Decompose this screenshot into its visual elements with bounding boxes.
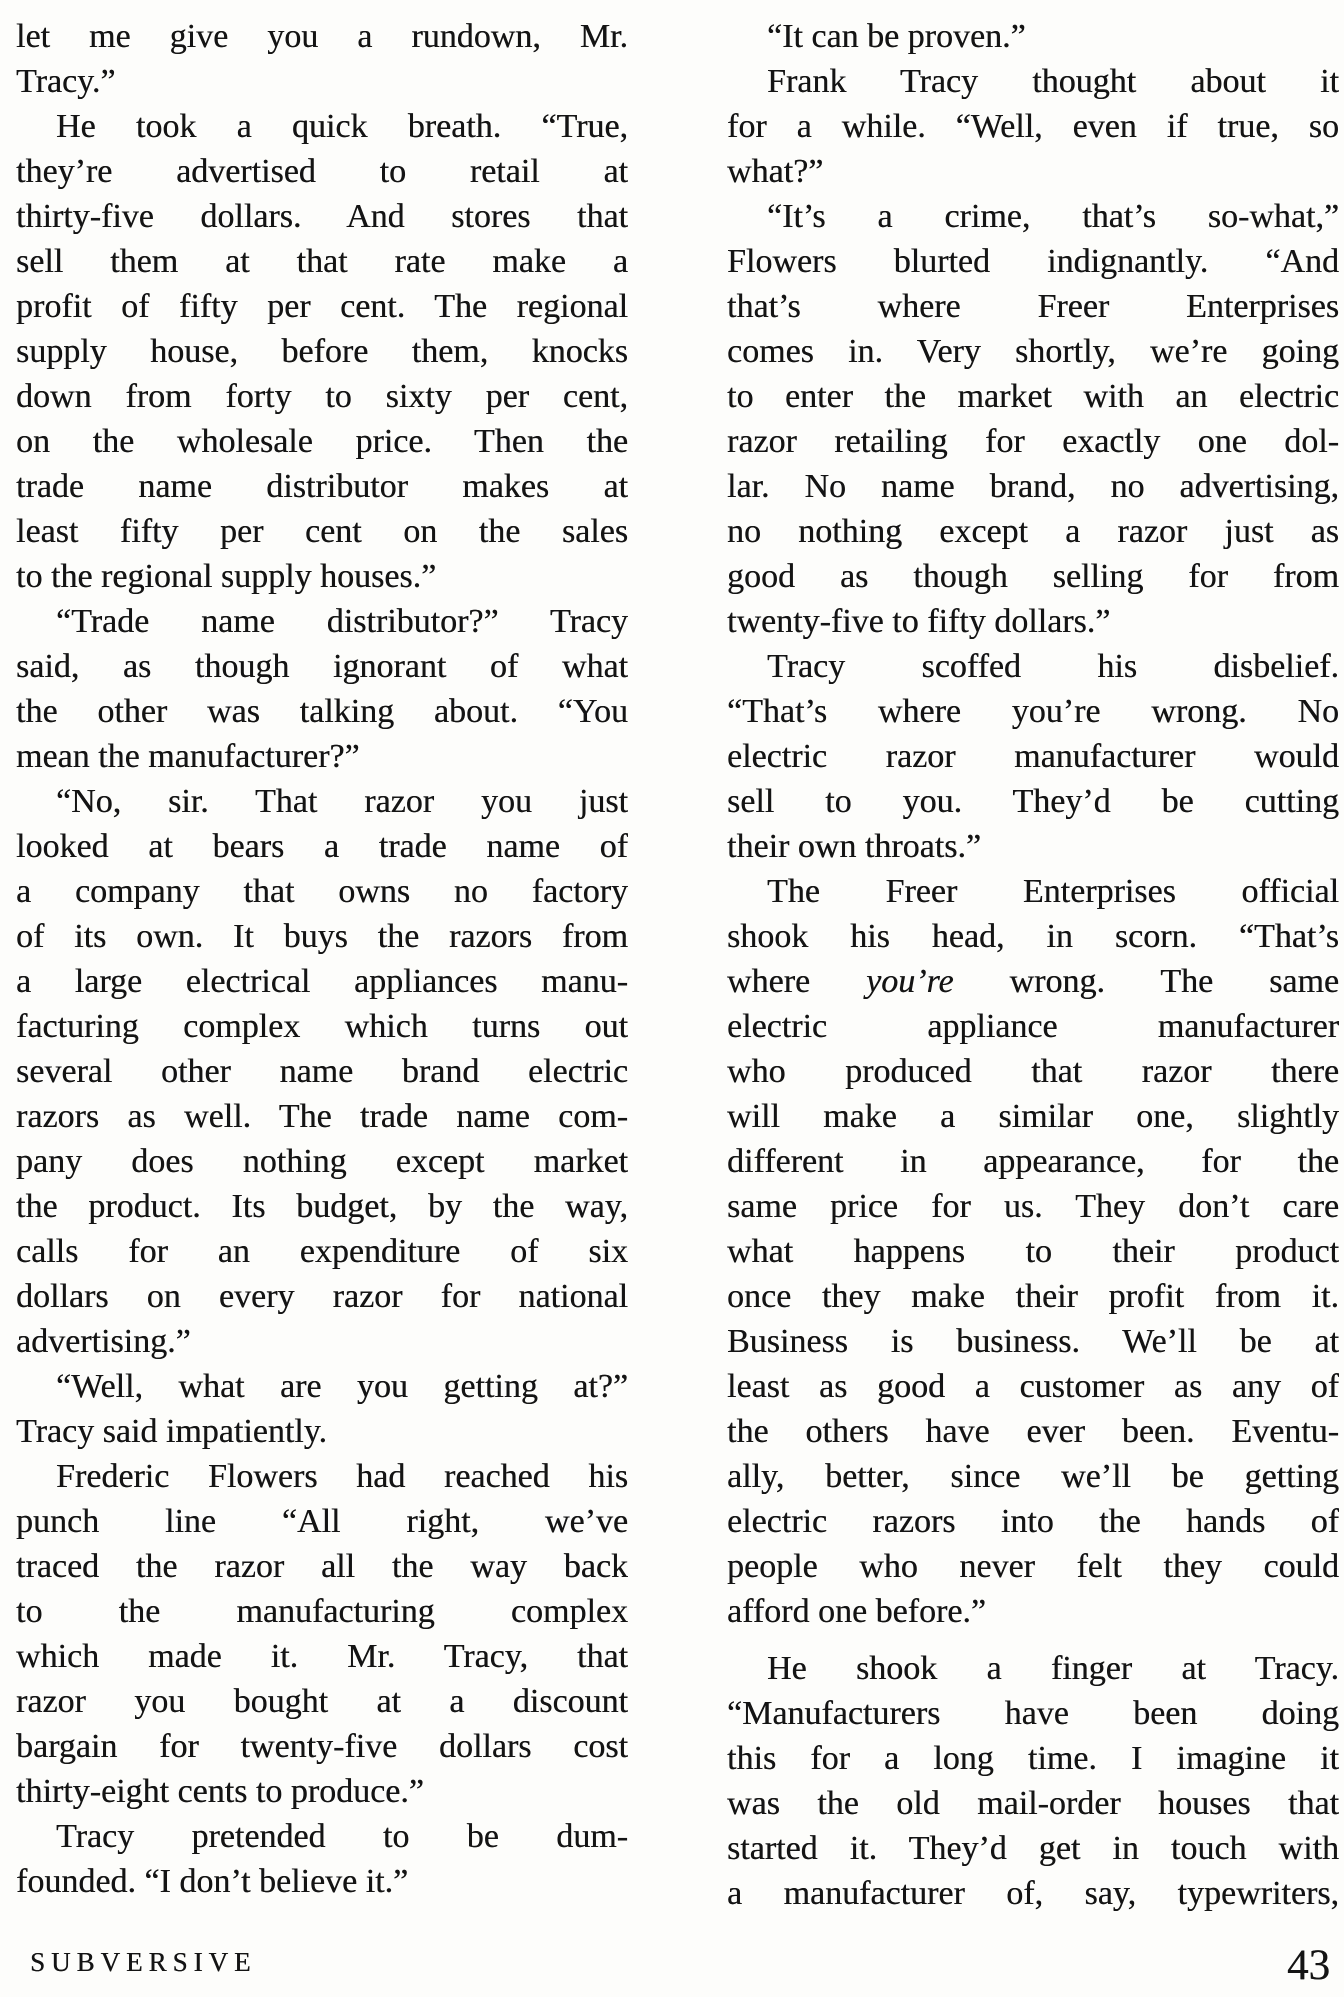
text-line: the others have ever been. Eventu- — [727, 1413, 1339, 1450]
text-line: Frederic Flowers had reached his — [56, 1458, 628, 1495]
text-line: traced the razor all the way back — [16, 1548, 628, 1585]
text-line: advertising.” — [16, 1323, 191, 1360]
text-line: this for a long time. I imagine it — [727, 1740, 1339, 1777]
text-line: was the old mail-order houses that — [727, 1785, 1339, 1822]
text-line: He took a quick breath. “True, — [56, 108, 628, 145]
text-line: electric razors into the hands of — [727, 1503, 1339, 1540]
text-line: He shook a finger at Tracy. — [767, 1650, 1339, 1687]
text-line: a company that owns no factory — [16, 873, 628, 910]
text-line: where you’re wrong. The same — [727, 963, 1339, 1000]
text-line: they’re advertised to retail at — [16, 153, 628, 190]
text-line: “No, sir. That razor you just — [56, 783, 628, 820]
text-line: “Well, what are you getting at?” — [56, 1368, 628, 1405]
text-line: a manufacturer of, say, typewriters, — [727, 1875, 1339, 1912]
text-line: started it. They’d get in touch with — [727, 1830, 1339, 1867]
text-line: sell them at that rate make a — [16, 243, 628, 280]
text-line: Business is business. We’ll be at — [727, 1323, 1339, 1360]
text-line: electric razor manufacturer would — [727, 738, 1339, 775]
text-line: “That’s where you’re wrong. No — [727, 693, 1339, 730]
text-line: what?” — [727, 153, 824, 190]
text-columns — [16, 14, 1339, 1916]
text-line: Tracy scoffed his disbelief. — [767, 648, 1339, 685]
text-line: razors as well. The trade name com- — [16, 1098, 628, 1135]
text-line: pany does nothing except market — [16, 1143, 628, 1180]
text-line: of its own. It buys the razors from — [16, 918, 628, 955]
text-line: looked at bears a trade name of — [16, 828, 628, 865]
text-line: shook his head, in scorn. “That’s — [727, 918, 1339, 955]
text-line: different in appearance, for the — [727, 1143, 1339, 1180]
text-line: on the wholesale price. Then the — [16, 423, 628, 460]
text-line: Frank Tracy thought about it — [767, 63, 1339, 100]
text-line: the product. Its budget, by the way, — [16, 1188, 628, 1225]
text-line: no nothing except a razor just as — [727, 513, 1339, 550]
text-line: facturing complex which turns out — [16, 1008, 628, 1045]
text-line: profit of fifty per cent. The regional — [16, 288, 628, 325]
text-line: dollars on every razor for national — [16, 1278, 628, 1315]
text-line: a large electrical appliances manu- — [16, 963, 628, 1000]
text-line: Tracy pretended to be dum- — [56, 1818, 628, 1855]
text-line: thirty-eight cents to produce.” — [16, 1773, 424, 1810]
text-line: said, as though ignorant of what — [16, 648, 628, 685]
text-line: electric appliance manufacturer — [727, 1008, 1339, 1045]
text-line: least as good a customer as any of — [727, 1368, 1339, 1405]
running-footer-title: SUBVERSIVE — [30, 1947, 257, 1977]
text-line: once they make their profit from it. — [727, 1278, 1339, 1315]
text-line: to the regional supply houses.” — [16, 558, 437, 595]
text-line: that’s where Freer Enterprises — [727, 288, 1339, 325]
text-line: several other name brand electric — [16, 1053, 628, 1090]
text-line: down from forty to sixty per cent, — [16, 378, 628, 415]
text-line: to the manufacturing complex — [16, 1593, 628, 1630]
text-column-right — [727, 14, 1339, 1916]
text-line: which made it. Mr. Tracy, that — [16, 1638, 628, 1675]
text-line: “Manufacturers have been doing — [727, 1695, 1339, 1732]
text-line: let me give you a rundown, Mr. — [16, 18, 628, 55]
text-line: mean the manufacturer?” — [16, 738, 360, 775]
text-line: “It’s a crime, that’s so-what,” — [767, 198, 1339, 235]
text-line: for a while. “Well, even if true, so — [727, 108, 1339, 145]
text-line: bargain for twenty-five dollars cost — [16, 1728, 628, 1765]
text-line: good as though selling for from — [727, 558, 1339, 595]
text-line: afford one before.” — [727, 1593, 986, 1630]
text-line: calls for an expenditure of six — [16, 1233, 628, 1270]
page-number: 43 — [1287, 1942, 1330, 1989]
text-line: razor you bought at a discount — [16, 1683, 628, 1720]
text-line: The Freer Enterprises official — [767, 873, 1339, 910]
text-line: least fifty per cent on the sales — [16, 513, 628, 550]
text-line: same price for us. They don’t care — [727, 1188, 1339, 1225]
text-line: comes in. Very shortly, we’re going — [727, 333, 1339, 370]
text-line: “It can be proven.” — [767, 18, 1026, 55]
text-line: punch line “All right, we’ve — [16, 1503, 628, 1540]
text-column-left — [16, 14, 628, 1916]
text-line: supply house, before them, knocks — [16, 333, 628, 370]
text-line: founded. “I don’t believe it.” — [16, 1863, 409, 1900]
text-line: thirty-five dollars. And stores that — [16, 198, 628, 235]
text-line: lar. No name brand, no advertising, — [727, 468, 1339, 505]
text-line: trade name distributor makes at — [16, 468, 628, 505]
text-line: sell to you. They’d be cutting — [727, 783, 1339, 820]
text-line: “Trade name distributor?” Tracy — [56, 603, 628, 640]
text-line: will make a similar one, slightly — [727, 1098, 1339, 1135]
text-line: their own throats.” — [727, 828, 981, 865]
text-line: Flowers blurted indignantly. “And — [727, 243, 1339, 280]
text-line: who produced that razor there — [727, 1053, 1339, 1090]
text-line: what happens to their product — [727, 1233, 1339, 1270]
text-line: ally, better, since we’ll be getting — [727, 1458, 1339, 1495]
text-line: people who never felt they could — [727, 1548, 1339, 1585]
text-line: Tracy.” — [16, 63, 116, 100]
text-line: twenty-five to fifty dollars.” — [727, 603, 1111, 640]
text-line: Tracy said impatiently. — [16, 1413, 327, 1450]
text-line: razor retailing for exactly one dol- — [727, 423, 1339, 460]
text-line: the other was talking about. “You — [16, 693, 628, 730]
text-line: to enter the market with an electric — [727, 378, 1339, 415]
